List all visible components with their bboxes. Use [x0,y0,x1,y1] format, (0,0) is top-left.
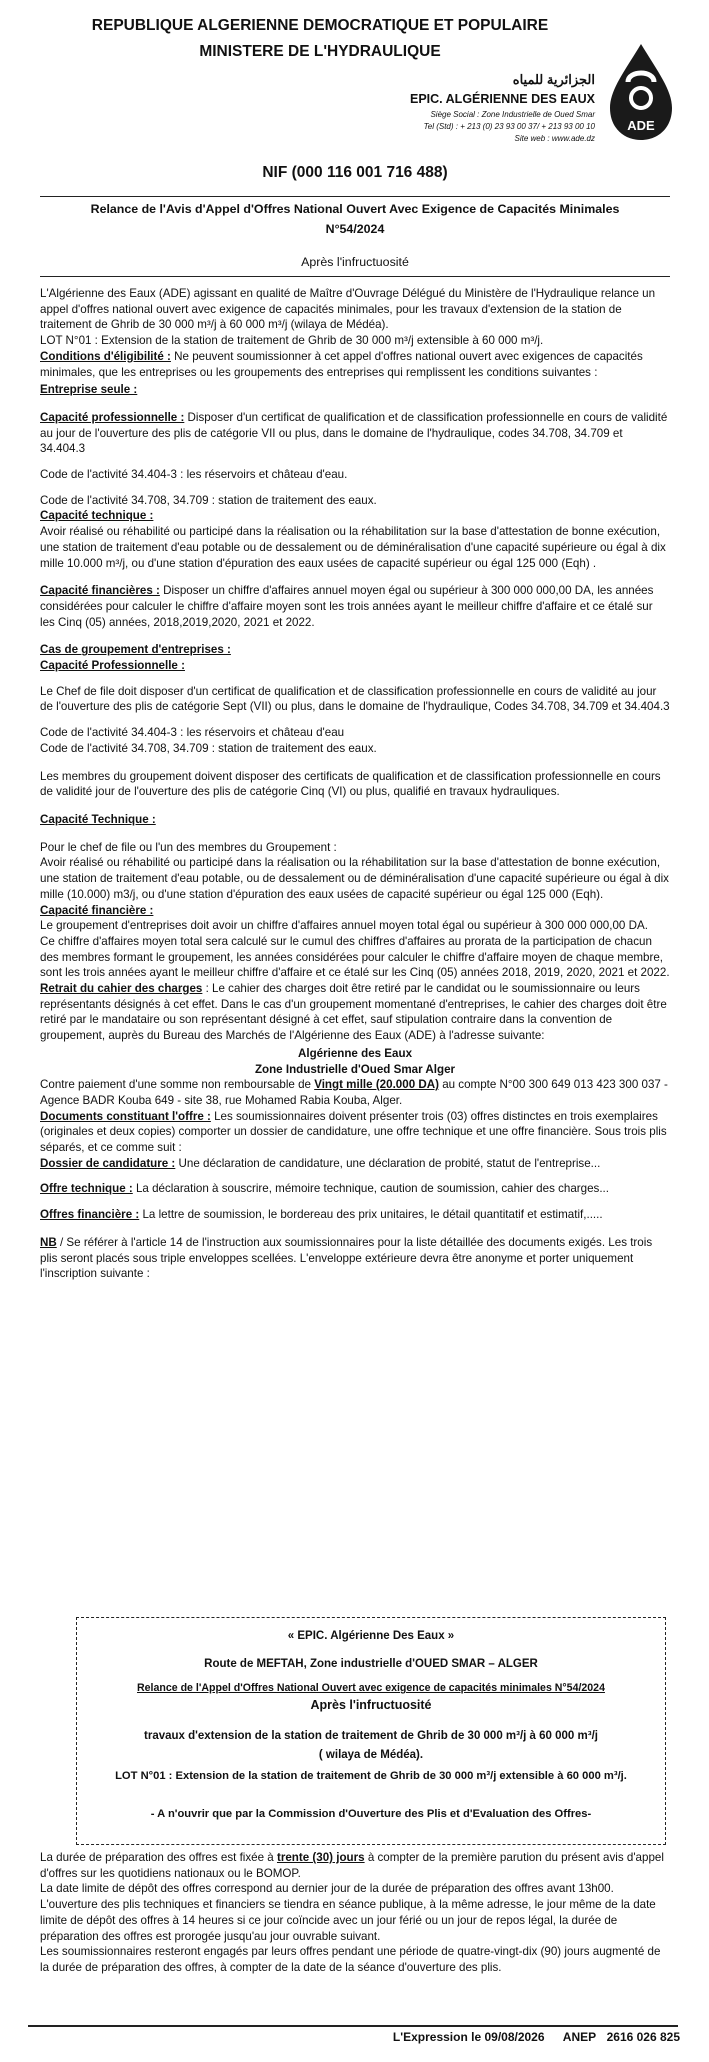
dossier-paragraph [40,1156,670,1172]
ministry-heading: MINISTERE DE L'HYDRAULIQUE [199,43,441,60]
logo-text: ADE [627,118,655,133]
nb-label: NB [40,1235,57,1249]
bottom-publication-bar [300,2030,680,2044]
date-limite-paragraph: La date limite de dépôt des offres correspond au dernier jour de la durée de préparation des offres avant 13h00. L'ouverture des plis techniques et financiers se tiendra en séance publique, à la même adresse, le jour même de la date limite de dépôt des offres à 14 heures si ce jour coïncide avec un jour férié ou un jour de repos légal, la durée de préparation des offres est prorogée jusqu'au jour ouvrable suivant. [40,1882,656,1943]
capacite-pro-text: Disposer d'un certificat de qualification et de classification professionnelle en cours de validité au jour de l'ouverture des plis de catégorie VII ou plus, dans le domaine de l'hydraulique, codes 34.708, 34.709 et 34.404.3 [40,410,668,456]
ade-logo [604,42,678,142]
company-name: EPIC. ALGÉRIENNE DES EAUX [410,92,595,106]
body-block-2 [40,1850,670,1976]
offre-fin-label: Offres financière : [40,1208,140,1222]
documents-label: Documents constituant l'offre : [40,1109,211,1123]
conditions-label: Conditions d'éligibilité : [40,349,171,363]
title-line-3: Après l'infructuosité [301,255,409,269]
arabic-company-name: الجزائرية للمياه [512,72,595,87]
offre-fin-text: La lettre de soumission, le bordereau des prix unitaires, le détail quantitatif et estimatif,..... [139,1208,603,1222]
nif-number: NIF (000 116 001 716 488) [262,164,448,181]
entreprise-seule-heading: Entreprise seule : [40,383,138,397]
retrait-paragraph [40,981,670,1044]
code-activite-3: Code de l'activité 34.404-3 : les réservoirs et château d'eau [40,726,345,740]
pour-chef-line: Pour le chef de file ou l'un des membres du Groupement : [40,840,337,854]
envelope-line-5: travaux d'extension de la station de traitement de Ghrib de 30 000 m³/j à 60 000 m³/j [144,1730,598,1742]
dossier-label: Dossier de candidature : [40,1156,176,1170]
payment-paragraph [40,1077,670,1108]
capacite-tech2-heading: Capacité Technique : [40,812,156,826]
anep-number: 2616 026 825 [606,2030,680,2044]
nb-paragraph [40,1235,670,1282]
address-line-1: Algérienne des Eaux [297,1046,413,1060]
membres-text: Les membres du groupement doivent disposer des certificats de qualification et de classification professionnelle en cours de validité jour de l'ouverture des plis de catégorie Cinq (VI) ou plus, qualifié en travaux hydrauliques. [40,769,661,799]
title-line-1: Relance de l'Avis d'Appel d'Offres National Ouvert Avec Exigence de Capacités Minimales [90,202,620,216]
capacite-fin2-text: Le groupement d'entreprises doit avoir un chiffre d'affaires annuel moyen total égal ou supérieur à 300 000 000,00 DA. [40,919,648,933]
chef-file-text: Le Chef de file doit disposer d'un certificat de qualification et de classification professionnelle en cours de validité au jour de l'ouverture des plis de catégorie Sept (VII) ou plus, dans le domaine de l'hydraulique, Codes 34.708, 34.709 et 34.404.3 [40,684,670,714]
retrait-label: Retrait du cahier des charges [40,982,203,996]
website: Site web : www.ade.dz [514,134,595,143]
duree-text-a: La durée de préparation des offres est fixée à [40,1851,277,1864]
capacite-tech-heading: Capacité technique : [40,509,154,523]
envelope-line-7: LOT N°01 : Extension de la station de traitement de Ghrib de 30 000 m³/j extensible à 60 000 m³/j. [115,1770,627,1782]
documents-paragraph [40,1109,670,1156]
title-rule-top [40,196,670,197]
envelope-line-4: Après l'infructuosité [310,1698,432,1712]
anep-label: ANEP [562,2030,596,2044]
siege-social: Siège Social : Zone Industrielle de Oued Smar [430,110,595,119]
code-activite-2: Code de l'activité 34.708, 34.709 : station de traitement des eaux. [40,493,377,507]
duree-text-c: à compter de la première parution du présent avis d'appel d'offres sur les quotidiens nationaux ou le BOMOP. [40,1851,664,1880]
bottom-rule [28,2025,678,2027]
cas-groupement-heading: Cas de groupement d'entreprises : [40,643,231,657]
offre-tech-paragraph [40,1181,670,1197]
payment-account: au compte N°00 300 649 013 423 300 037 - Agence BADR Kouba 649 - site 38, rue Mohamed Rabia Kouba, Alger. [40,1078,668,1107]
conditions-paragraph [40,349,670,380]
capacite-pro-paragraph [40,410,670,457]
capacite-fin2-text-2: Ce chiffre d'affaires moyen total sera calculé sur le cumul des chiffres d'affaires au prorata de la participation de chacun des membres formant le groupement, les années considérées pour calculer le chiffre d'affaire moyen de chaque membre, sont les trois années ayant le meilleur chiffre d'affaire et ce étalé sur les Cinq (05) années 2018, 2019, 2020, 2021 et 2022. [40,934,670,980]
offre-tech-label: Offre technique : [40,1182,133,1196]
nb-text: / Se référer à l'article 14 de l'instruction aux soumissionnaires pour la liste détaillée des documents exigés. Les trois plis seront placés sous triple enveloppes scellées. L'enveloppe extérieure devra être anonyme et porter uniquement l'inscription suivante : [40,1235,653,1281]
conditions-text: Ne peuvent soumissionner à cet appel d'offres national ouvert avec exigences de capacités minimales, que les entreprises ou les groupements des entreprises qui remplissent les conditions suivantes : [40,349,643,379]
offre-fin-paragraph [40,1207,670,1223]
dossier-text: Une déclaration de candidature, une déclaration de probité, statut de l'entreprise... [175,1156,601,1170]
envelope-line-2: Route de MEFTAH, Zone industrielle d'OUED SMAR – ALGER [204,1658,538,1670]
documents-text: Les soumissionnaires doivent présenter trois (03) offres distinctes en trois exemplaires (originales et deux copies) comporter un dossier de candidature, une offre technique et une offre financière. Sous trois plis séparés, et ce comme suit : [40,1109,667,1155]
intro-paragraph: L'Algérienne des Eaux (ADE) agissant en qualité de Maître d'Ouvrage Délégué du Ministère de l'Hydraulique relance un appel d'offres national ouvert avec exigence de capacités minimales, pour les travaux d'extension de la station de traitement de Ghrib de 30 000 m³/j à 60 000 m³/j (wilaya de Médéa). [40,287,656,332]
republic-heading: REPUBLIQUE ALGERIENNE DEMOCRATIQUE ET POPULAIRE [91,17,549,34]
capacite-fin-text: Disposer un chiffre d'affaires annuel moyen égal ou supérieur à 300 000 000,00 DA, les années considérées pour calculer le chiffre d'affaire moyen sont les trois années ayant le meilleur chiffre d'affaire et ce étalé sur les Cinq (05) années, 2018,2019,2020, 2021 et 2022. [40,584,654,629]
engagement-paragraph: Les soumissionnaires resteront engagés par leurs offres pendant une période de quatre-vingt-dix (90) jours augmenté de la durée de préparation des offres, à compter de la date de la séance d'ouverture des plis. [40,1945,661,1974]
capacite-fin2-heading: Capacité financière : [40,903,154,917]
capacite-tech-text: Avoir réalisé ou réhabilité ou participé dans la réalisation ou la réhabilitation sur la base d'attestation de bonne exécution, une station de traitement d'eau potable ou de dessalement ou de déminéralisation d'une capacité supérieure ou égal à dix mille 10.000 m³/j, ou d'une station d'épuration des eaux usées de capacité supérieur ou égal 125 000 (Eqh) . [40,525,666,570]
capacite-pro2-heading: Capacité Professionnelle : [40,659,185,673]
title-line-2: N°54/2024 [325,222,385,236]
title-rule-bottom [40,276,670,277]
publication-source: L'Expression le 09/08/2026 [392,2030,545,2044]
body-block-1 [40,286,670,1282]
payment-amount: Vingt mille (20.000 DA) [314,1078,439,1092]
capacite-pro-label: Capacité professionnelle : [40,410,185,424]
duree-paragraph [40,1850,670,1881]
retrait-text: : Le cahier des charges doit être retiré par le candidat ou le soumissionnaire ou leurs représentants désignés à cet effet. Dans le cas d'un groupement momentané d'entreprises, le cahier des charges doit être retiré par le mandataire ou son représentant désigné à cet effet, sauf stipulation contraire dans la convention de groupement, auprès du Bureau des Marchés de l'Algérienne des Eaux (ADE) à l'adresse suivante: [40,982,667,1043]
envelope-inscription-box [76,1617,666,1845]
code-activite-1: Code de l'activité 34.404-3 : les réservoirs et château d'eau. [40,468,348,482]
duree-days: trente (30) jours [276,1851,365,1864]
envelope-line-6: ( wilaya de Médéa). [318,1749,424,1761]
code-activite-4: Code de l'activité 34.708, 34.709 : station de traitement des eaux. [40,741,377,755]
offre-tech-text: La déclaration à souscrire, mémoire technique, caution de soumission, cahier des charges... [132,1182,610,1196]
capacite-tech2-text: Avoir réalisé ou réhabilité ou participé dans la réalisation ou la réhabilitation sur la base d'attestation de bonne exécution, une station de traitement d'eau potable, ou de dessalement ou de déminéralisation d'une capacité supérieure ou égal à dix mille (10.000) m3/j, ou d'une station d'épuration des eaux usées de capacité supérieur ou égal 125 000 (Eqh). [40,856,669,901]
telephone: Tel (Std) : + 213 (0) 23 93 00 37/ + 213 93 00 10 [423,122,595,131]
envelope-line-8: - A n'ouvrir que par la Commission d'Ouverture des Plis et d'Evaluation des Offres- [150,1808,592,1820]
capacite-fin-paragraph [40,583,670,630]
payment-text: Contre paiement d'une somme non remboursable de [40,1078,315,1092]
envelope-line-1: « EPIC. Algérienne Des Eaux » [287,1630,455,1642]
lot-line: LOT N°01 : Extension de la station de traitement de Ghrib de 30 000 m³/j extensible à 60 000 m³/j. [40,334,544,348]
address-line-2: Zone Industrielle d'Oued Smar Alger [254,1062,456,1076]
envelope-line-3: Relance de l'Appel d'Offres National Ouvert avec exigence de capacités minimales N°54/2024 [137,1682,605,1694]
capacite-fin-label: Capacité financières : [40,584,160,598]
